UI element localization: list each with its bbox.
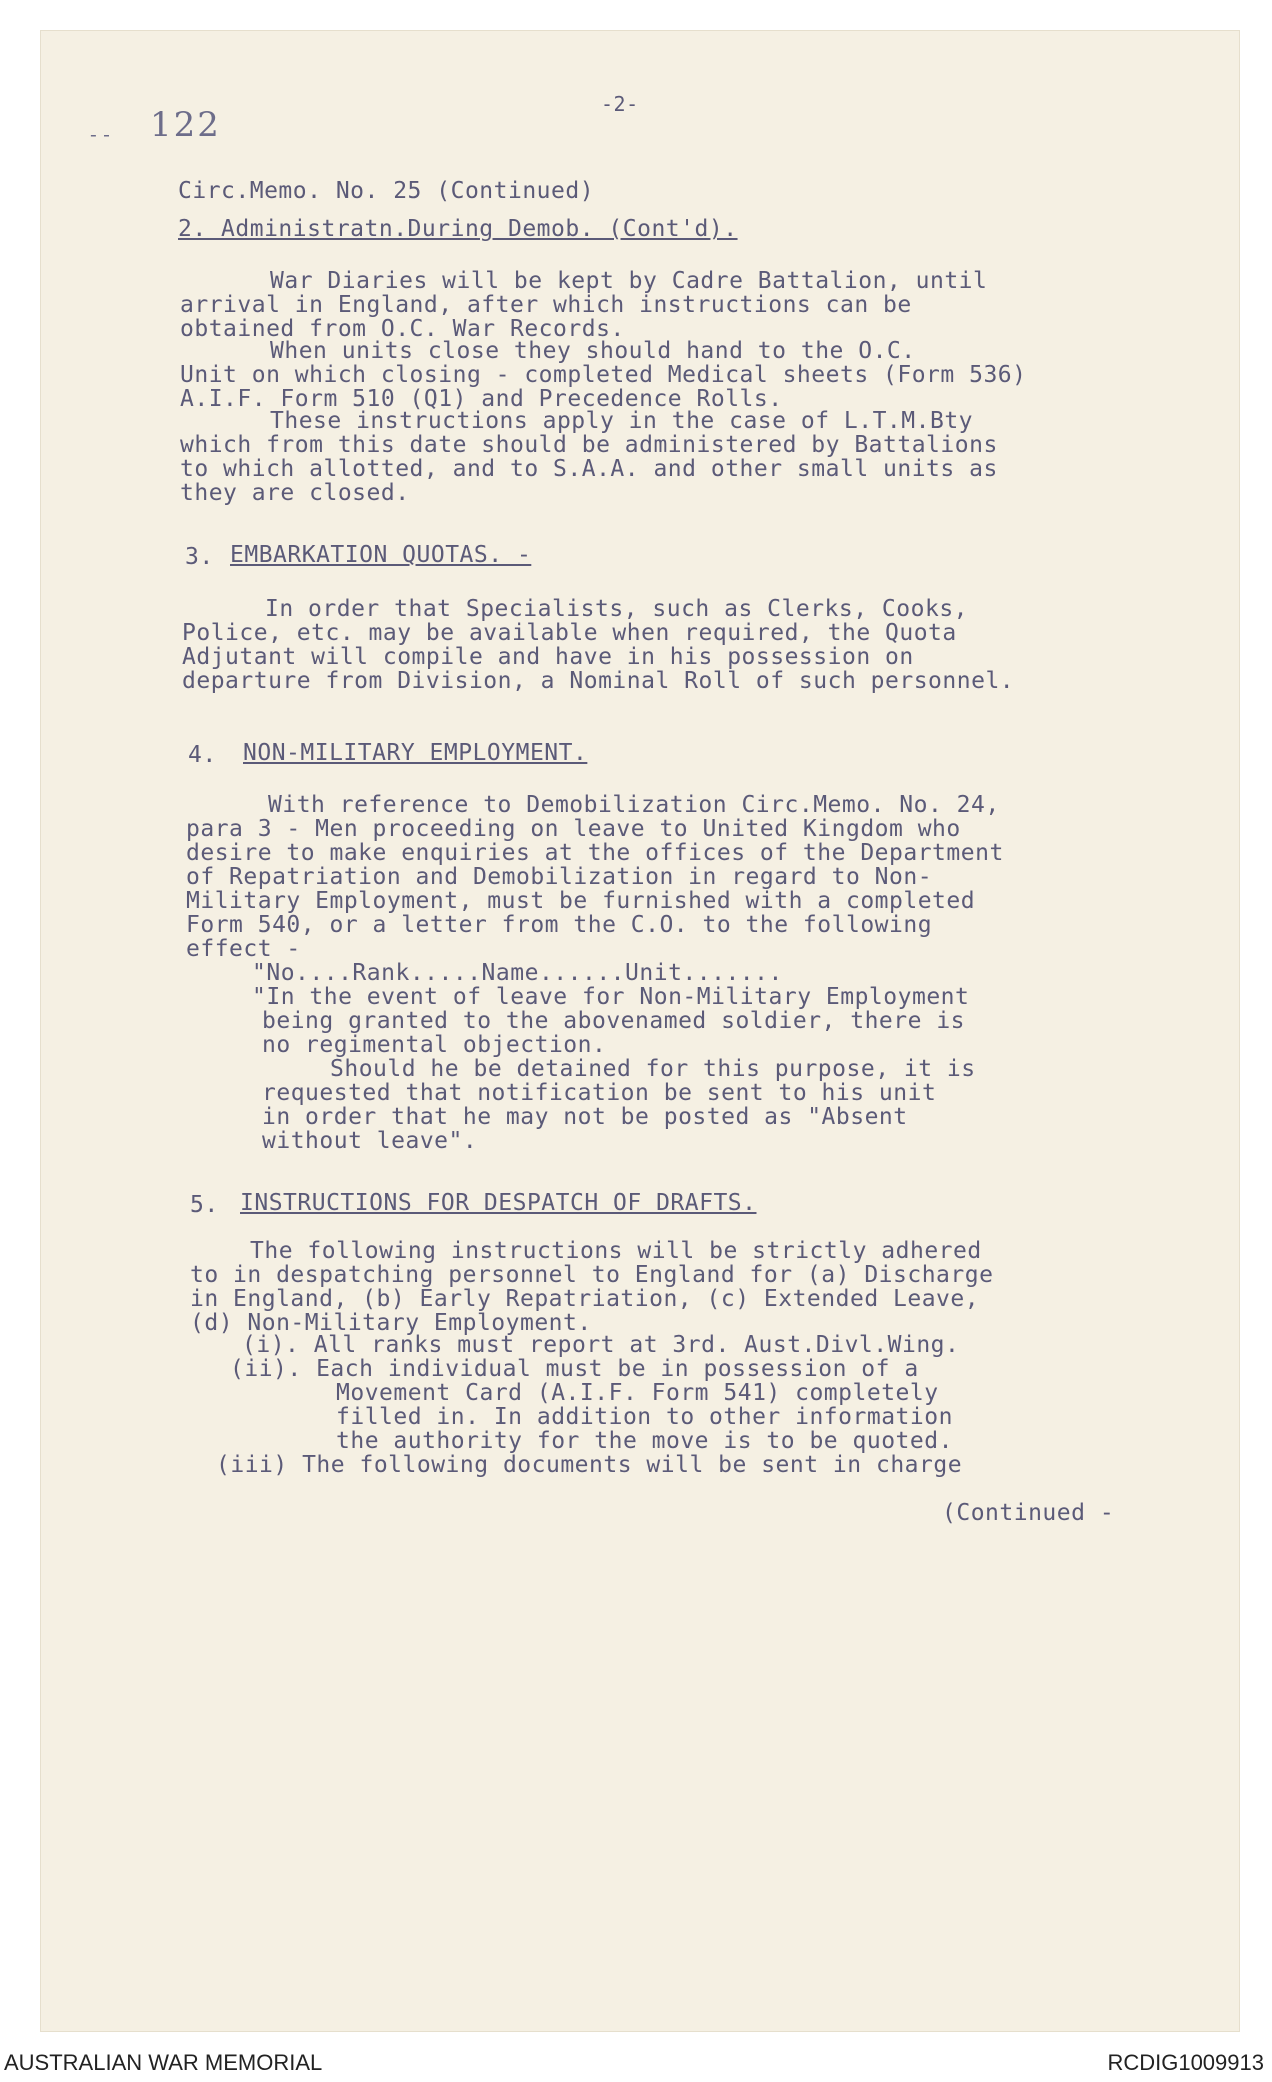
section-2-line: When units close they should hand to the O.C.	[270, 338, 916, 364]
section-5-heading: INSTRUCTIONS FOR DESPATCH OF DRAFTS.	[240, 1190, 757, 1216]
section-5-line: (i). All ranks must report at 3rd. Aust.Divl.Wing.	[242, 1332, 960, 1358]
archive-number-mark: - -	[90, 122, 110, 146]
section-5-line: the authority for the move is to be quoted.	[336, 1428, 953, 1454]
archive-number: 122	[150, 105, 221, 145]
footer-left: AUSTRALIAN WAR MEMORIAL	[4, 2050, 323, 2075]
section-5-line: filled in. In addition to other information	[336, 1404, 953, 1430]
section-2-line: A.I.F. Form 510 (Q1) and Precedence Rolls.	[180, 386, 783, 412]
section-4-line: Form 540, or a letter from the C.O. to the following	[186, 912, 933, 938]
footer-right: RCDIG1009913	[1107, 2050, 1264, 2075]
section-4-line: para 3 - Men proceeding on leave to United Kingdom who	[186, 816, 961, 842]
section-4-line: "No....Rank.....Name......Unit.......	[252, 960, 783, 986]
section-4-line: without leave".	[262, 1128, 478, 1154]
section-4-line: Military Employment, must be furnished with a completed	[186, 888, 976, 914]
section-3-line: departure from Division, a Nominal Roll of such personnel.	[182, 668, 1015, 694]
section-4-heading: NON-MILITARY EMPLOYMENT.	[243, 740, 588, 766]
section-3-line: In order that Specialists, such as Clerks, Cooks,	[265, 596, 969, 622]
section-4-line: of Repatriation and Demobilization in regard to Non-	[186, 864, 933, 890]
section-4-line: effect -	[186, 936, 301, 962]
section-2-line: which from this date should be administered by Battalions	[180, 432, 998, 458]
section-5-line: to in despatching personnel to England for (a) Discharge	[190, 1262, 994, 1288]
section-4-line: requested that notification be sent to his unit	[262, 1080, 937, 1106]
section-3-line: Police, etc. may be available when required, the Quota	[182, 620, 957, 646]
section-3-line: Adjutant will compile and have in his possession on	[182, 644, 914, 670]
section-5-number: 5.	[190, 1192, 219, 1218]
section-2-line: Unit on which closing - completed Medical sheets (Form 536)	[180, 362, 1027, 388]
section-2-line: obtained from O.C. War Records.	[180, 316, 625, 342]
section-2-line: they are closed.	[180, 480, 410, 506]
section-4-line: no regimental objection.	[262, 1032, 607, 1058]
section-5-line: (ii). Each individual must be in possession of a	[230, 1356, 919, 1382]
section-5-line: (d) Non-Military Employment.	[190, 1310, 592, 1336]
document-page	[40, 30, 1240, 2032]
page-number: -2-	[601, 92, 639, 116]
section-5-line: (iii) The following documents will be sent in charge	[216, 1452, 963, 1478]
section-4-line: being granted to the abovenamed soldier, there is	[262, 1008, 966, 1034]
section-5-line: Movement Card (A.I.F. Form 541) completely	[336, 1380, 939, 1406]
section-2-line: These instructions apply in the case of L.T.M.Bty	[270, 408, 974, 434]
memo-title: Circ.Memo. No. 25 (Continued)	[178, 178, 595, 204]
section-4-line: desire to make enquiries at the offices of the Department	[186, 840, 1004, 866]
section-2-heading: 2. Administratn.During Demob. (Cont'd).	[178, 216, 738, 242]
section-2-line: to which allotted, and to S.A.A. and other small units as	[180, 456, 998, 482]
section-2-line: War Diaries will be kept by Cadre Battalion, until	[270, 268, 988, 294]
section-4-line: Should he be detained for this purpose, it is	[330, 1056, 976, 1082]
continued-note: (Continued -	[942, 1500, 1115, 1526]
section-4-number: 4.	[188, 742, 217, 768]
section-5-line: The following instructions will be strictly adhered	[250, 1238, 982, 1264]
section-2-line: arrival in England, after which instructions can be	[180, 292, 912, 318]
section-3-heading: EMBARKATION QUOTAS. -	[230, 542, 532, 568]
section-3-number: 3.	[185, 544, 214, 570]
section-4-line: "In the event of leave for Non-Military Employment	[252, 984, 970, 1010]
section-5-line: in England, (b) Early Repatriation, (c) Extended Leave,	[190, 1286, 980, 1312]
section-4-line: in order that he may not be posted as "Absent	[262, 1104, 908, 1130]
section-4-line: With reference to Demobilization Circ.Memo. No. 24,	[268, 792, 1000, 818]
